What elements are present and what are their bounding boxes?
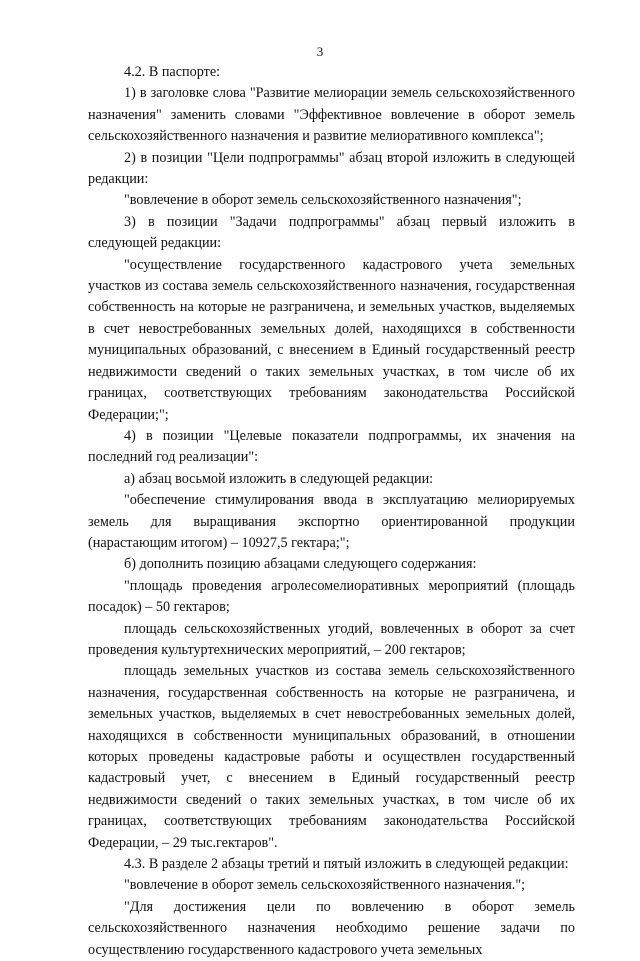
- paragraph-subitem-a-quote: "обеспечение стимулирования ввода в эксплуатацию мелиорируемых земель для выращивания экспортно ориентированной продукции (нарастающим итогом) – 10927,5 гектара;";: [88, 492, 575, 551]
- paragraph-agricultural-land-area: площадь сельскохозяйственных угодий, вовлеченных в оборот за счет проведения культуртехнических мероприятий, – 200 гектаров;: [88, 620, 575, 658]
- paragraph-item-3-tasks: 3) в позиции "Задачи подпрограммы" абзац первый изложить в следующей редакции:: [88, 213, 575, 252]
- paragraph-section2-quote-2: "Для достижения цели по вовлечению в оборот земель сельскохозяйственного назначения необходимо решение задачи по осуществлению государственного кадастрового учета земельных: [88, 898, 575, 958]
- paragraph-tasks-quote: "осуществление государственного кадастрового учета земельных участков из состава земель сельскохозяйственного назначения, государственная собственность на которые не разграничена, и земельных участков, выделяемых в счет невостребованных земельных долей, находящихся в собственности муниципальных образований, с внесением в Единый государственный реестр недвижимости сведений о таких земельных участках, в том числе об их границах, соответствующих требованиям законодательства Российской Федерации;";: [88, 256, 575, 423]
- page-number: 3: [316, 44, 324, 59]
- document-body: [88, 62, 575, 961]
- paragraph-4-3-heading: 4.3. В разделе 2 абзацы третий и пятый изложить в следующей редакции:: [124, 856, 569, 873]
- paragraph-agroforestry-area: "площадь проведения агролесомелиоративных мероприятий (площадь посадок) – 50 гектаров;: [88, 577, 575, 616]
- paragraph-subitem-b: б) дополнить позицию абзацами следующего содержания:: [124, 556, 477, 573]
- paragraph-land-plots-area: площадь земельных участков из состава земель сельскохозяйственного назначения, государственная собственность на которые не разграничена, и земельных участков, выделяемых в счет невостребованных земельных долей, находящихся в собственности муниципальных образований, в отношении которых проведены кадастровые работы и осуществлен государственный кадастровый учет, с внесением в Единый государственный реестр недвижимости сведений о таких земельных участках, в том числе об их границах, соответствующих требованиям законодательства Российской Федерации, – 29 тыс.гектаров".: [88, 663, 575, 851]
- paragraph-item-2-goals: 2) в позиции "Цели подпрограммы" абзац второй изложить в следующей редакции:: [88, 149, 575, 188]
- paragraph-section2-quote-1: "вовлечение в оборот земель сельскохозяйственного назначения.";: [124, 877, 526, 894]
- paragraph-subitem-a: а) абзац восьмой изложить в следующей редакции:: [124, 470, 434, 487]
- paragraph-item-4-indicators: 4) в позиции "Целевые показатели подпрограммы, их значения на последний год реализации":: [88, 427, 575, 466]
- paragraph-goals-quote: "вовлечение в оборот земель сельскохозяйственного назначения";: [124, 192, 522, 209]
- paragraph-item-1-title-change: 1) в заголовке слова "Развитие мелиорации земель сельскохозяйственного назначения" заменить словами "Эффективное вовлечение в оборот земель сельскохозяйственного назначения и развитие мелиоративного комплекса";: [88, 85, 575, 145]
- paragraph-4-2-heading: 4.2. В паспорте:: [124, 64, 221, 80]
